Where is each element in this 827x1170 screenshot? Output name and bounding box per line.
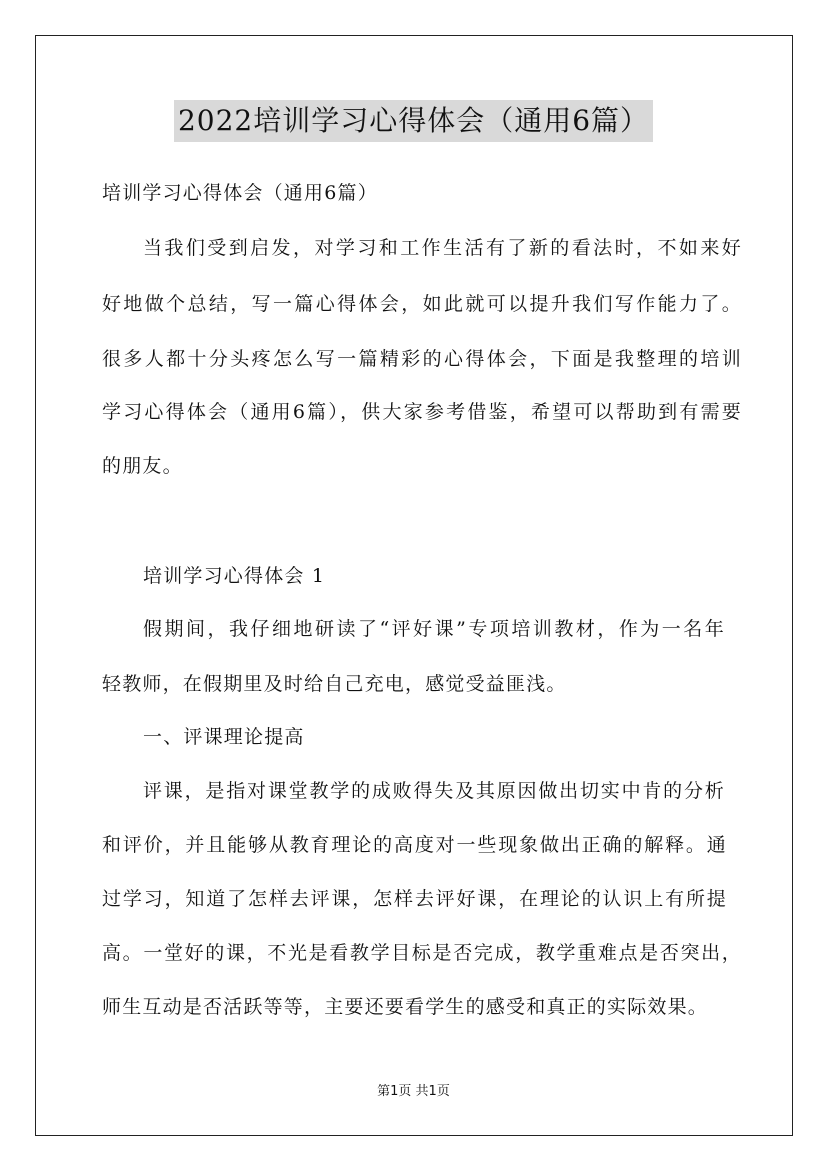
section-para2-line-1: 评课，是指对课堂教学的成败得失及其原因做出切实中肯的分析	[143, 780, 725, 802]
section-heading: 培训学习心得体会 1	[143, 565, 326, 587]
page-number-footer: 第1页 共1页	[377, 1084, 450, 1099]
intro-line-5: 的朋友。	[102, 455, 183, 477]
section-para1-line-2: 轻教师，在假期里及时给自己充电，感觉受益匪浅。	[102, 673, 567, 695]
intro-line-1: 当我们受到启发，对学习和工作生活有了新的看法时，不如来好	[143, 237, 742, 259]
intro-line-3: 很多人都十分头疼怎么写一篇精彩的心得体会，下面是我整理的培训	[102, 348, 742, 370]
section-para1-line-1: 假期间，我仔细地研读了“评好课”专项培训教材，作为一名年	[143, 618, 725, 640]
section-para2-line-5: 师生互动是否活跃等等，主要还要看学生的感受和真正的实际效果。	[102, 996, 709, 1018]
intro-line-4: 学习心得体会（通用6篇），供大家参考借鉴，希望可以帮助到有需要	[102, 401, 742, 423]
document-title: 2022培训学习心得体会（通用6篇）	[0, 100, 827, 142]
intro-line-2: 好地做个总结，写一篇心得体会，如此就可以提升我们写作能力了。	[102, 293, 742, 315]
section-para2-line-2: 和评价，并且能够从教育理论的高度对一些现象做出正确的解释。通	[102, 834, 727, 856]
subheading: 一、评课理论提高	[143, 726, 305, 748]
section-para2-line-3: 过学习，知道了怎样去评课，怎样去评好课，在理论的认识上有所提	[102, 888, 727, 910]
document-subtitle: 培训学习心得体会（通用6篇）	[102, 182, 378, 204]
section-para2-line-4: 高。一堂好的课，不光是看教学目标是否完成，教学重难点是否突出，	[102, 942, 742, 964]
